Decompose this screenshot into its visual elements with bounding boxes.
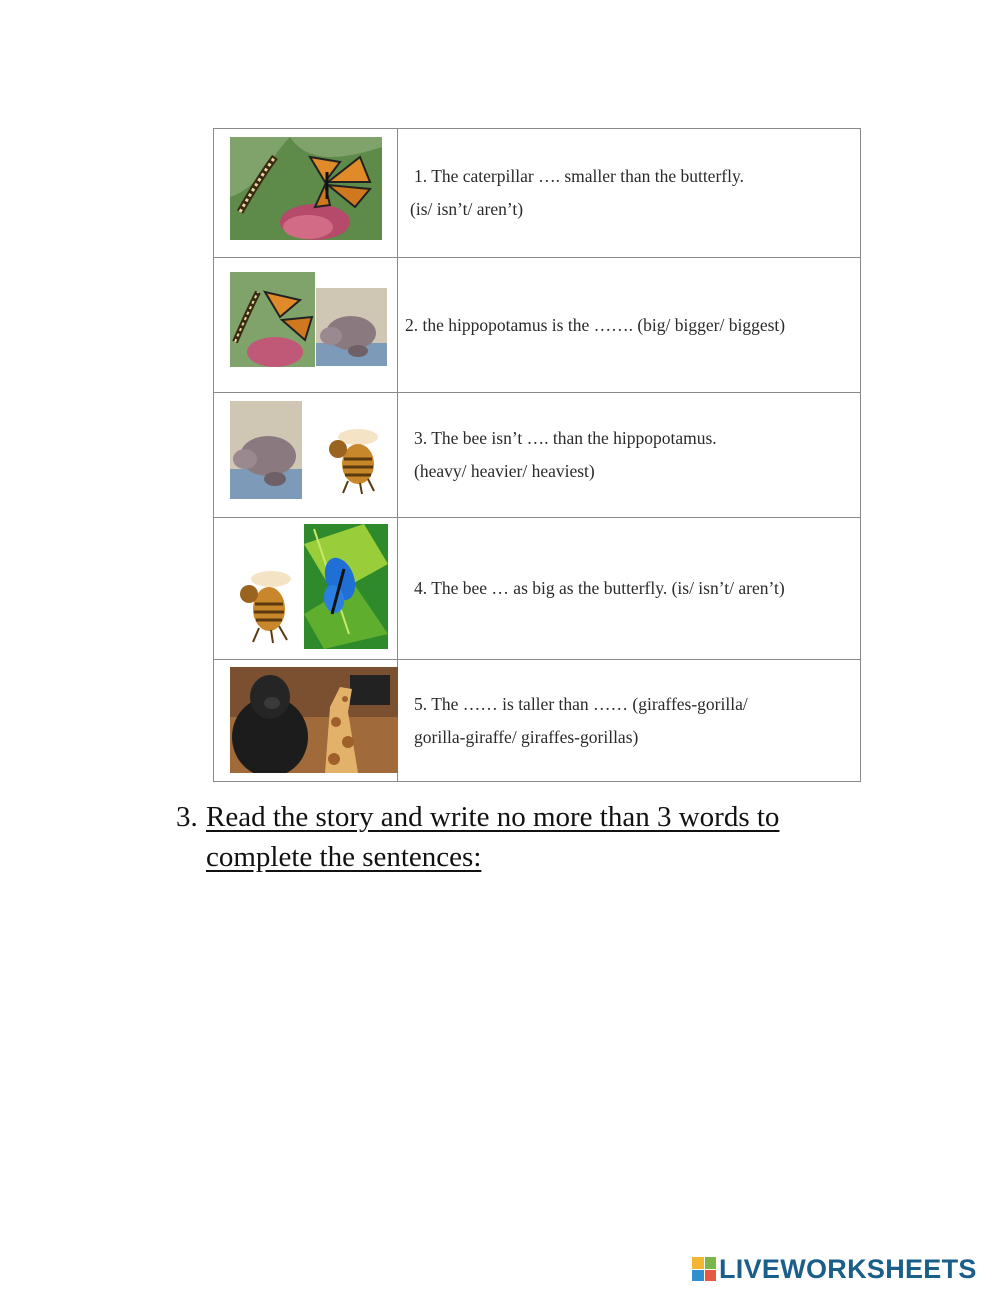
section-instruction <box>206 797 779 877</box>
exercise-row-4 <box>214 518 861 660</box>
question-number: 1. <box>414 166 428 186</box>
row-1-text-cell <box>398 129 861 258</box>
row-4-image-cell <box>214 518 398 660</box>
row-5-text-cell <box>398 660 861 782</box>
bee-photo <box>233 564 295 644</box>
question-text: The …… is taller than …… (giraffes-gorilla/ <box>431 693 748 714</box>
section-instruction-line-1: Read the story and write no more than 3 words to <box>206 801 780 833</box>
question-number: 5. <box>414 693 428 714</box>
question-text: The caterpillar …. smaller than the butterfly. <box>431 166 744 186</box>
exercise-row-2 <box>214 258 861 393</box>
row-3-image-cell <box>214 393 398 518</box>
exercise-row-3 <box>214 393 861 518</box>
caterpillar-butterfly-photo <box>230 137 382 240</box>
row-5-image-cell <box>214 660 398 782</box>
question-text: The bee isn’t …. than the hippopotamus. <box>431 428 717 448</box>
row-4-text-cell <box>398 518 861 660</box>
exercise-row-1 <box>214 129 861 258</box>
answer-options: gorilla-giraffe/ giraffes-gorillas) <box>414 726 639 747</box>
hippopotamus-photo <box>316 288 387 366</box>
answer-options: (heavy/ heavier/ heaviest) <box>414 461 595 481</box>
brand-name: LIVEWORKSHEETS <box>719 1253 977 1284</box>
brand-logo <box>692 1254 977 1284</box>
caterpillar-butterfly-photo <box>230 272 315 367</box>
gorilla-giraffe-photo <box>230 667 398 773</box>
answer-options: (is/ isn’t/ aren’t) <box>410 199 524 219</box>
row-3-text-cell <box>398 393 861 518</box>
question-number: 4. <box>414 578 428 598</box>
liveworksheets-icon <box>692 1257 716 1281</box>
section-instruction-line-2: complete the sentences: <box>206 841 482 873</box>
blue-butterfly-photo <box>304 524 388 649</box>
question-text: The bee … as big as the butterfly. (is/ isn’t/ aren’t) <box>431 578 785 598</box>
row-2-text-cell <box>398 258 861 393</box>
question-number: 3. <box>414 428 428 448</box>
bee-photo <box>318 419 384 495</box>
question-number: 2. <box>405 314 419 335</box>
exercise-row-5 <box>214 660 861 782</box>
exercise-table <box>213 128 861 782</box>
hippopotamus-photo <box>230 401 302 499</box>
row-1-image-cell <box>214 129 398 258</box>
question-text: the hippopotamus is the ……. (big/ bigger/ biggest) <box>422 314 786 335</box>
row-2-image-cell <box>214 258 398 393</box>
section-number: 3. <box>176 801 198 833</box>
